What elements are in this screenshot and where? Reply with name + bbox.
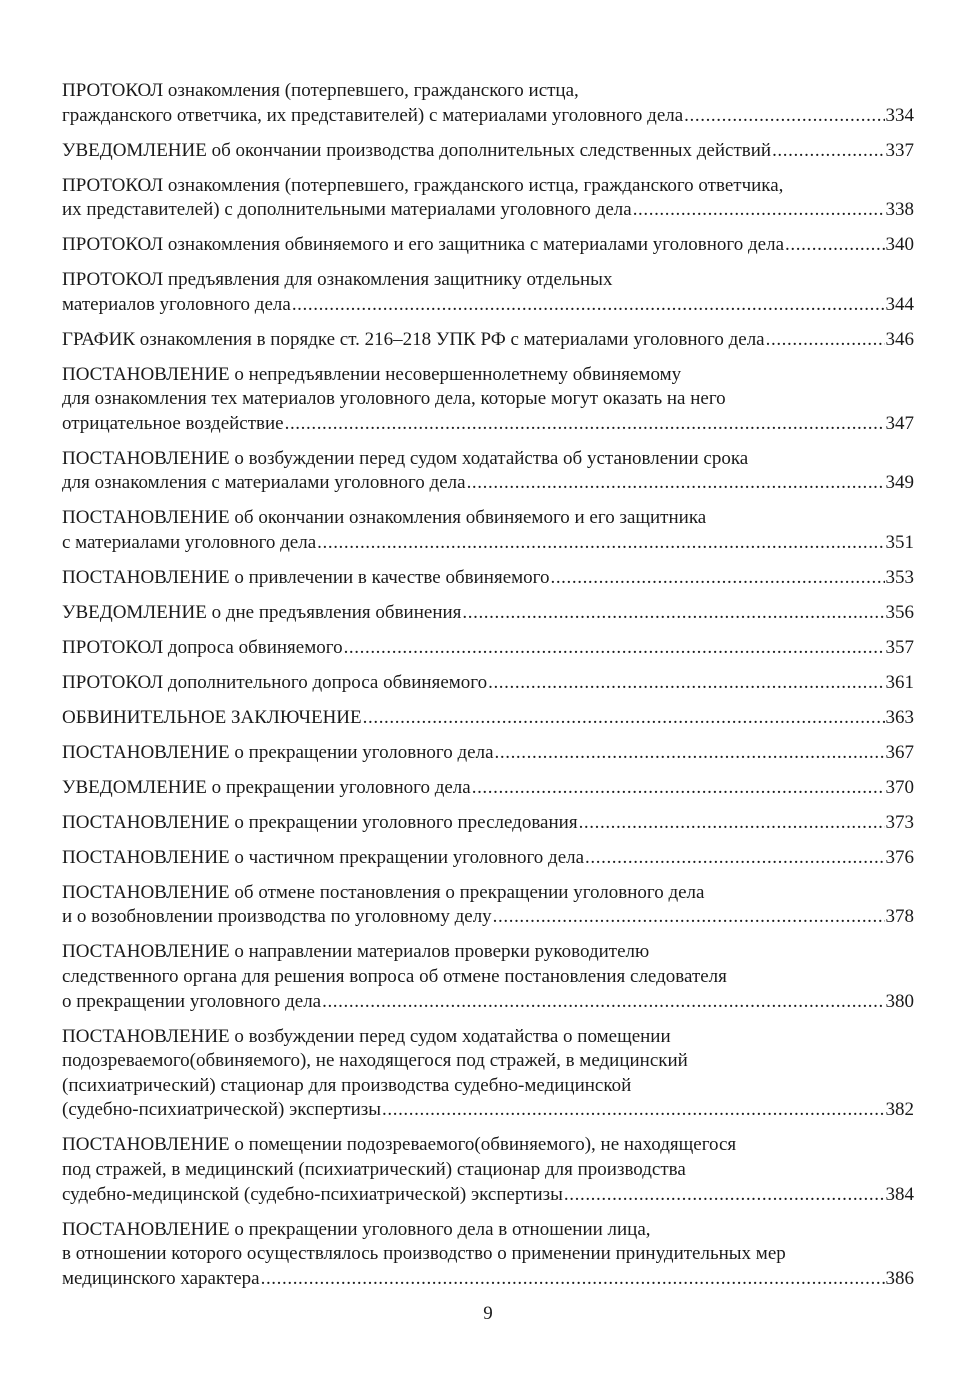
toc-entry-last-line — [62, 846, 914, 871]
dot-leader — [785, 233, 884, 258]
toc-entry — [62, 601, 914, 626]
toc-entry-line: ПОСТАНОВЛЕНИЕ о прекращении уголовного дела в отношении лица, — [62, 1218, 651, 1240]
toc-entry-line: ПОСТАНОВЛЕНИЕ о помещении подозреваемого(обвиняемого), не находящегося — [62, 1134, 737, 1156]
toc-entry-line: в отношении которого осуществлялось производство о применении принудительных мер — [62, 1243, 786, 1265]
toc-entry — [62, 447, 914, 496]
toc-page-number: 351 — [885, 532, 914, 554]
toc-page-number: 346 — [885, 328, 914, 350]
toc-entry-title: о прекращении уголовного дела — [62, 990, 322, 1012]
dot-leader — [488, 671, 884, 696]
toc-entry-title: ПОСТАНОВЛЕНИЕ о привлечении в качестве обвиняемого — [62, 567, 550, 589]
toc-entry-title: медицинского характера — [62, 1267, 260, 1289]
toc-page-number: 378 — [885, 906, 914, 928]
toc-page-number: 356 — [885, 602, 914, 623]
toc-entry-last-line — [62, 471, 914, 496]
toc-page-number: 338 — [885, 199, 914, 221]
toc-entry-title: их представителей) с дополнительными материалами уголовного дела — [62, 199, 632, 221]
toc-entry-title: (судебно-психиатрической) экспертизы — [62, 1099, 382, 1121]
toc-entry-last-line — [62, 601, 914, 626]
toc-entry — [62, 811, 914, 836]
toc-entry-line: ПОСТАНОВЛЕНИЕ об окончании ознакомления обвиняемого и его защитника — [62, 507, 707, 529]
dot-leader — [382, 1098, 884, 1123]
toc-entry-line: ПОСТАНОВЛЕНИЕ о возбуждении перед судом ходатайства о помещении — [62, 1025, 671, 1047]
toc-page-number: 353 — [885, 567, 914, 589]
toc-entry-title: ПОСТАНОВЛЕНИЕ о прекращении уголовного дела — [62, 741, 494, 763]
toc-entry — [62, 566, 914, 591]
toc-entry-last-line — [62, 811, 914, 836]
toc-entry — [62, 671, 914, 696]
toc-entry-title: судебно-медицинской (судебно-психиатрической) экспертизы — [62, 1183, 563, 1205]
toc-entry-title: ПРОТОКОЛ ознакомления обвиняемого и его защитника с материалами уголовного дела — [62, 234, 785, 256]
toc-entry-last-line — [62, 328, 914, 353]
toc-entry — [62, 1133, 914, 1207]
toc-page-number: 370 — [885, 776, 914, 798]
toc-page-number: 367 — [885, 741, 914, 763]
toc-entry — [62, 636, 914, 661]
toc-entry — [62, 846, 914, 871]
toc-entry-line: для ознакомления тех материалов уголовного дела, которые могут оказать на него — [62, 388, 726, 410]
dot-leader — [495, 741, 885, 766]
toc-entry — [62, 268, 914, 317]
dot-leader — [462, 601, 884, 626]
toc-page-number: 373 — [885, 811, 914, 833]
toc-entry-last-line — [62, 233, 914, 258]
toc-entry-last-line — [62, 636, 914, 661]
toc-entry-last-line — [62, 741, 914, 766]
toc-entry-line: ПОСТАНОВЛЕНИЕ об отмене постановления о прекращении уголовного дела — [62, 881, 705, 903]
toc-entry-last-line — [62, 531, 914, 556]
toc-entry-title: ПРОТОКОЛ допроса обвиняемого — [62, 636, 343, 658]
toc-entry-title: отрицательное воздействие — [62, 412, 284, 434]
toc-page-number: 340 — [885, 234, 914, 256]
toc-entry-last-line — [62, 671, 914, 696]
toc-entry-last-line — [62, 990, 914, 1015]
dot-leader — [363, 706, 885, 731]
toc-page-number: 363 — [885, 706, 914, 728]
table-of-contents — [62, 79, 914, 1302]
page-number: 9 — [483, 1303, 493, 1324]
toc-entry-title: УВЕДОМЛЕНИЕ о дне предъявления обвинения — [62, 602, 462, 623]
toc-page-number: 384 — [885, 1183, 914, 1205]
toc-entry-last-line — [62, 198, 914, 223]
toc-entry — [62, 881, 914, 930]
toc-entry-title: и о возобновлении производства по уголовному делу — [62, 906, 492, 928]
toc-entry-line: следственного органа для решения вопроса об отмене постановления следователя — [62, 966, 727, 988]
dot-leader — [493, 905, 885, 930]
toc-page-number: 361 — [885, 671, 914, 693]
toc-entry-title: с материалами уголовного дела — [62, 532, 317, 554]
toc-entry — [62, 706, 914, 731]
toc-entry-line: ПОСТАНОВЛЕНИЕ о направлении материалов проверки руководителю — [62, 941, 650, 963]
toc-entry — [62, 940, 914, 1014]
toc-entry-last-line — [62, 293, 914, 318]
dot-leader — [285, 412, 885, 437]
toc-page-number: 376 — [885, 846, 914, 868]
dot-leader — [292, 293, 885, 318]
toc-page-number: 386 — [885, 1267, 914, 1289]
toc-page-number: 357 — [885, 636, 914, 658]
toc-entry-line: под стражей, в медицинский (психиатрический) стационар для производства — [62, 1158, 686, 1180]
toc-entry-title: для ознакомления с материалами уголовного дела — [62, 472, 466, 494]
toc-page-number: 347 — [885, 412, 914, 434]
toc-entry — [62, 233, 914, 258]
toc-entry — [62, 328, 914, 353]
toc-entry-last-line — [62, 706, 914, 731]
toc-entry — [62, 1218, 914, 1292]
toc-entry-line: (психиатрический) стационар для производства судебно-медицинской — [62, 1074, 632, 1096]
dot-leader — [564, 1183, 885, 1208]
toc-entry-last-line — [62, 104, 914, 129]
toc-entry-line: ПРОТОКОЛ ознакомления (потерпевшего, гражданского истца, гражданского ответчика, — [62, 174, 784, 196]
toc-entry-title: ПОСТАНОВЛЕНИЕ о частичном прекращении уголовного дела — [62, 846, 585, 868]
toc-entry-title: УВЕДОМЛЕНИЕ об окончании производства дополнительных следственных действий — [62, 139, 772, 161]
toc-entry-line: ПОСТАНОВЛЕНИЕ о непредъявлении несовершеннолетнему обвиняемому — [62, 363, 682, 385]
dot-leader — [772, 139, 884, 164]
toc-entry — [62, 139, 914, 164]
toc-page-number: 337 — [885, 139, 914, 161]
dot-leader — [579, 811, 885, 836]
toc-entry-last-line — [62, 1267, 914, 1292]
toc-entry-line: ПРОТОКОЛ ознакомления (потерпевшего, гражданского истца, — [62, 80, 579, 101]
toc-entry-last-line — [62, 905, 914, 930]
toc-entry — [62, 776, 914, 801]
toc-entry — [62, 1025, 914, 1123]
toc-entry-line: подозреваемого(обвиняемого), не находящегося под стражей, в медицинский — [62, 1050, 688, 1072]
toc-entry — [62, 174, 914, 223]
dot-leader — [322, 990, 884, 1015]
toc-page-number: 349 — [885, 472, 914, 494]
toc-page-number: 382 — [885, 1099, 914, 1121]
dot-leader — [472, 776, 885, 801]
toc-entry — [62, 506, 914, 555]
toc-entry-title: ОБВИНИТЕЛЬНОЕ ЗАКЛЮЧЕНИЕ — [62, 706, 362, 728]
dot-leader — [766, 328, 885, 353]
toc-page-number: 380 — [885, 990, 914, 1012]
dot-leader — [344, 636, 885, 661]
toc-entry-last-line — [62, 412, 914, 437]
dot-leader — [684, 104, 884, 129]
toc-entry-last-line — [62, 139, 914, 164]
toc-entry-title: гражданского ответчика, их представителей) с материалами уголовного дела — [62, 104, 684, 126]
dot-leader — [633, 198, 885, 223]
toc-page-number: 344 — [885, 293, 914, 315]
toc-entry-last-line — [62, 1098, 914, 1123]
toc-entry — [62, 741, 914, 766]
toc-entry-title: ПРОТОКОЛ дополнительного допроса обвиняемого — [62, 671, 488, 693]
toc-entry-last-line — [62, 776, 914, 801]
toc-entry-line: ПРОТОКОЛ предъявления для ознакомления защитнику отдельных — [62, 269, 613, 291]
toc-entry-title: УВЕДОМЛЕНИЕ о прекращении уголовного дела — [62, 776, 471, 798]
dot-leader — [261, 1267, 885, 1292]
dot-leader — [550, 566, 884, 591]
toc-entry-title: ПОСТАНОВЛЕНИЕ о прекращении уголовного преследования — [62, 811, 578, 833]
dot-leader — [317, 531, 884, 556]
toc-entry-title: материалов уголовного дела — [62, 293, 291, 315]
toc-entry-title: ГРАФИК ознакомления в порядке ст. 216–218 УПК РФ с материалами уголовного дела — [62, 328, 765, 350]
toc-entry — [62, 79, 914, 128]
dot-leader — [467, 471, 885, 496]
dot-leader — [585, 846, 884, 871]
toc-entry-line: ПОСТАНОВЛЕНИЕ о возбуждении перед судом ходатайства об установлении срока — [62, 447, 749, 469]
toc-entry — [62, 363, 914, 437]
toc-entry-last-line — [62, 566, 914, 591]
toc-page-number: 334 — [885, 104, 914, 126]
toc-entry-last-line — [62, 1183, 914, 1208]
